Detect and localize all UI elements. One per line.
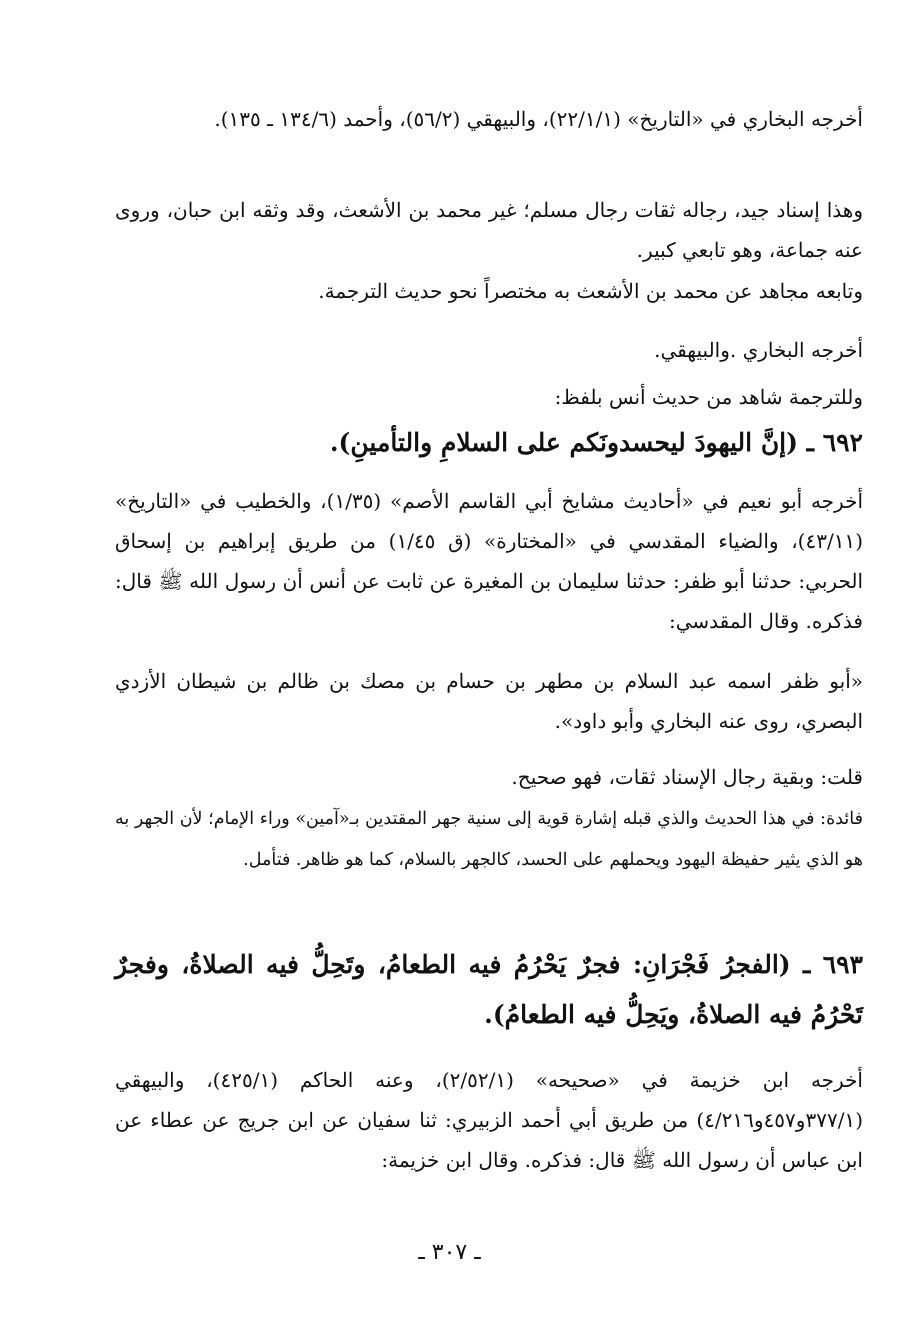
- paragraph-akhrajahu: أخرجه البخاري .والبيهقي.: [654, 338, 863, 362]
- paragraph-shahid-anas: وللترجمة شاهد من حديث أنس بلفظ:: [554, 385, 863, 409]
- paragraph-isnad-jayyid: وهذا إسناد جيد، رجاله ثقات رجال مسلم؛ غير محمد بن الأشعث، وقد وثقه ابن حبان، وروى عنه جماعة، وهو تابعي كبير.: [115, 198, 863, 262]
- paragraph-takhrij-bukhari: أخرجه البخاري في «التاريخ» (٢٢/١/١)، والبيهقي (٥٦/٢)، وأحمد (١٣٤/٦ ـ ١٣٥).: [214, 107, 863, 131]
- paragraph-mutaba-mujahid: وتابعه مجاهد عن محمد بن الأشعث به مختصراً نحو حديث الترجمة.: [318, 279, 863, 303]
- paragraph-takhrij-abu-nuaim: أخرجه أبو نعيم في «أحاديث مشايخ أبي القاسم الأصم» (١/٣٥)، والخطيب في «التاريخ» (٤٣/١١)، والضياء المقدسي في «المختارة» (ق ١/٤٥) من طريق إبراهيم بن إسحاق الحربي: حدثنا أبو ظفر: حدثنا سليمان بن المغيرة عن ثابت عن أنس أن رسول الله ﷺ قال: فذكره. وقال المقدسي:: [115, 489, 864, 633]
- paragraph-faida-note: فائدة: في هذا الحديث والذي قبله إشارة قوية إلى سنية جهر المقتدين بـ«آمين» وراء الإمام؛ لأن الجهر به هو الذي يثير حفيظة اليهود ويحملهم على الحسد، كالجهر بالسلام، كما هو ظاهر. فتأمل.: [115, 809, 863, 870]
- paragraph-qultu-sahih: قلت: وبقية رجال الإسناد ثقات، فهو صحيح.: [511, 765, 863, 789]
- page-number: ـ ٣٠٧ ـ: [418, 1240, 481, 1265]
- paragraph-abu-zafar-quote: «أبو ظفر اسمه عبد السلام بن مطهر بن حسام بن مصك بن ظالم بن شيطان الأزدي البصري، روى عنه البخاري وأبو داود».: [115, 669, 863, 733]
- hadith-heading-692: ٦٩٢ ـ (إنَّ اليهودَ ليحسدونَكم على السلامِ والتأمينِ).: [329, 428, 863, 457]
- hadith-heading-693: ٦٩٣ ـ (الفجرُ فَجْرَانِ: فجرٌ يَحْرُمُ فيه الطعامُ، وتَحِلُّ فيه الصلاةُ، وفجرٌ تَحْرُمُ فيه الصلاةُ، ويَحِلُّ فيه الطعامُ).: [115, 950, 863, 1029]
- paragraph-takhrij-ibn-khuzayma: أخرجه ابن خزيمة في «صحيحه» (٢/٥٢/١)، وعنه الحاكم (٤٢٥/١)، والبيهقي (٣٧٧/١و٤٥٧و٤/٢١٦) من طريق أبي أحمد الزبيري: ثنا سفيان عن ابن جريج عن عطاء عن ابن عباس أن رسول الله ﷺ قال: فذكره. وقال ابن خزيمة:: [115, 1068, 863, 1172]
